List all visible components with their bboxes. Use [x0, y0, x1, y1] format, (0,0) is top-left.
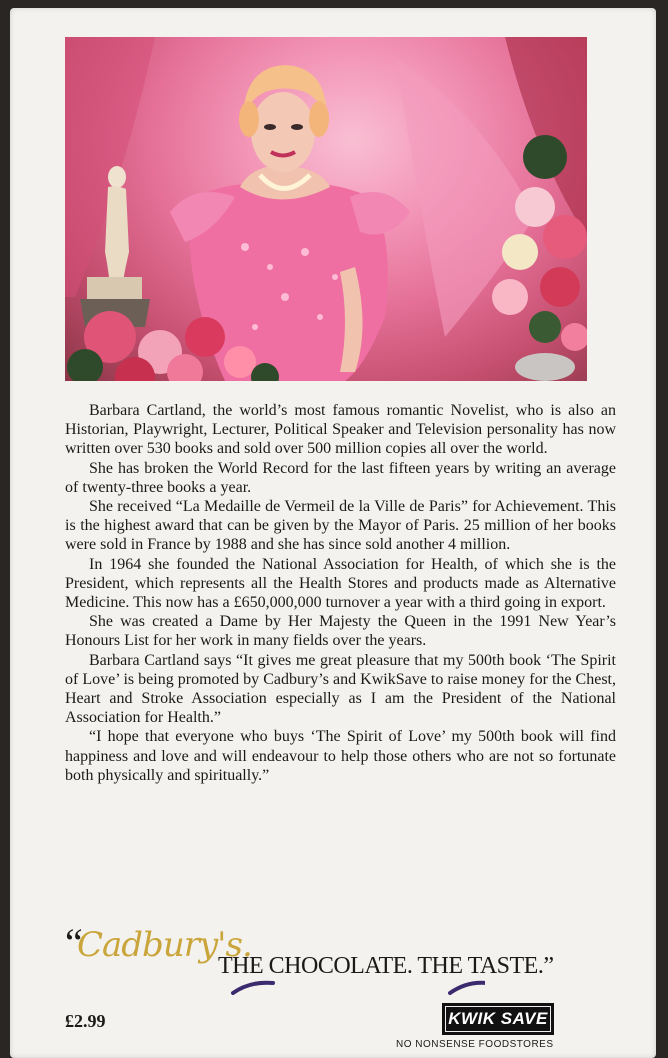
- bio-paragraph: “I hope that everyone who buys ‘The Spirit of Love’ my 500th book will find happiness and love and will endeavour to help those others who are not so fortunate both physically and spiritually.”: [65, 728, 616, 784]
- author-biography: [65, 401, 616, 785]
- price: £2.99: [65, 1011, 106, 1031]
- swoosh-icon: [225, 977, 485, 997]
- bio-paragraph: She was created a Dame by Her Majesty the Queen in the 1991 New Year’s Honours List for her work in many fields over the years.: [65, 613, 616, 650]
- kwik-save-logo: [442, 1003, 554, 1035]
- open-quote: “: [65, 920, 83, 965]
- cadbury-logo: Cadbury's.: [77, 925, 252, 965]
- bio-paragraph: She received “La Medaille de Vermeil de la Ville de Paris” for Achievement. This is the highest award that can be given by the Mayor of Paris. 25 million of her books were sold in France by 1988 and she has since sold another 4 million.: [65, 498, 616, 554]
- kwik-save-logo-text: KWIK SAVE: [445, 1006, 551, 1032]
- bio-paragraph: Barbara Cartland says “It gives me great pleasure that my 500th book ‘The Spirit of Love’ is being promoted by Cadbury’s and KwikSave to raise money for the Chest, Heart and Stroke Association especially as I am the President of the National Association for Health.”: [65, 651, 616, 727]
- author-photo: [65, 37, 587, 381]
- store-slogan: NO NONSENSE FOODSTORES: [396, 1039, 554, 1050]
- bio-paragraph: In 1964 she founded the National Association for Health, of which she is the President, which represents all the Health Stores and products made as Alternative Medicine. This now has a £650,000,000 turnover a year with a third going in export.: [65, 555, 616, 612]
- ad-tagline: THE CHOCOLATE. THE TASTE.”: [218, 953, 554, 979]
- bio-paragraph: Barbara Cartland, the world’s most famous romantic Novelist, who is also an Historian, Playwright, Lecturer, Political Speaker and Television personality has now written over 530 books and sold over 500 million copies all over the world.: [65, 402, 616, 458]
- bio-paragraph: She has broken the World Record for the last fifteen years by writing an average of twenty-three books a year.: [65, 459, 616, 496]
- cadbury-advert: [65, 920, 625, 995]
